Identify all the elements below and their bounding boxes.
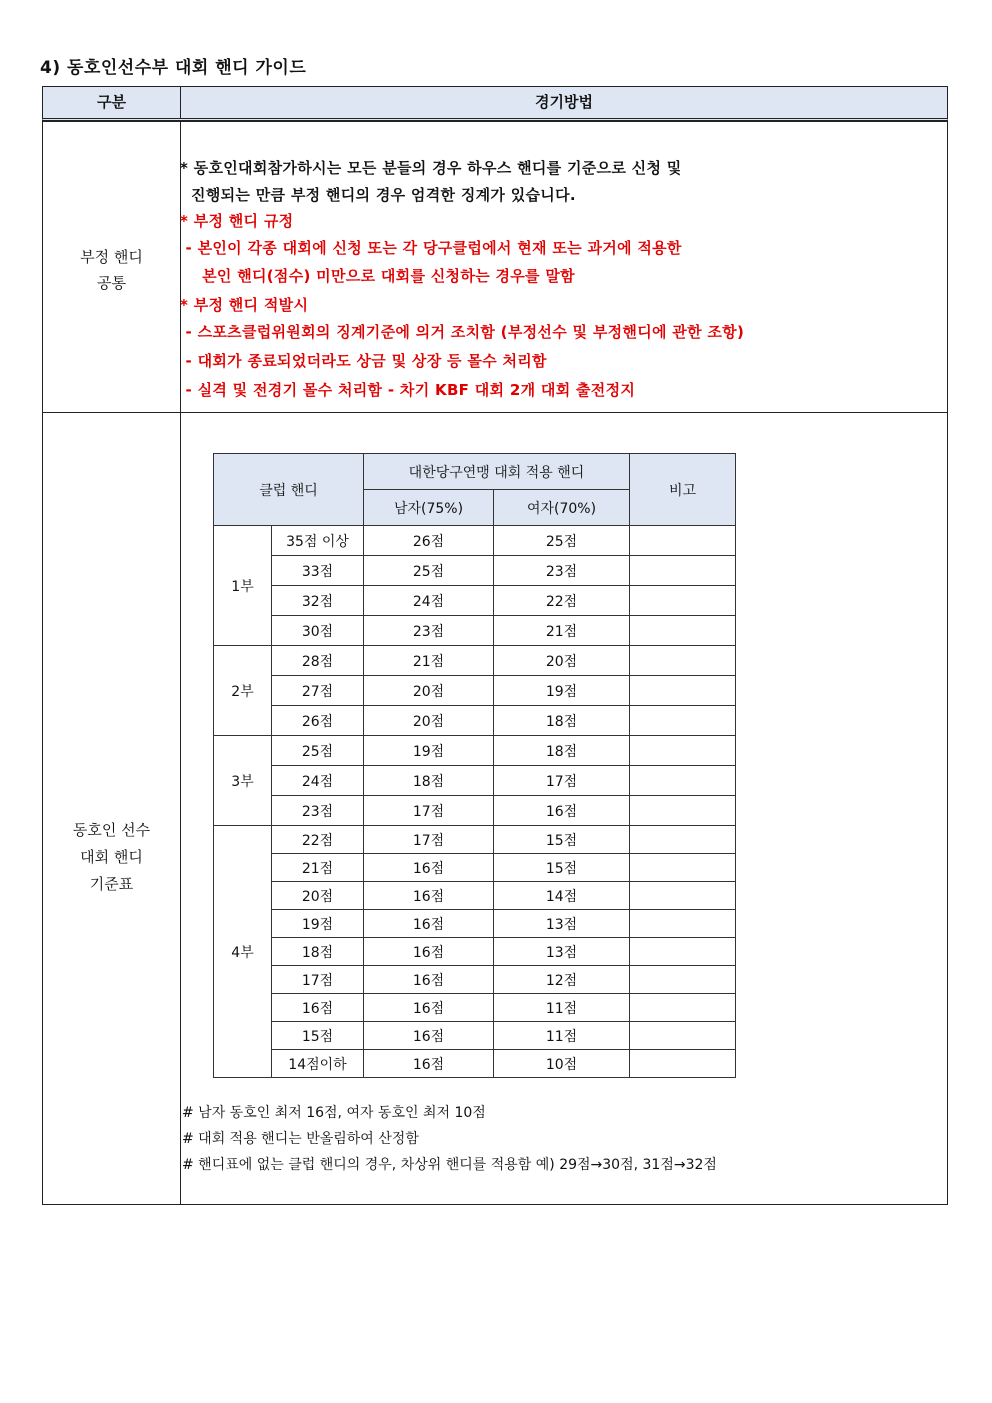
remark-cell	[630, 882, 736, 910]
table-row	[214, 646, 736, 676]
male-cell: 25점	[364, 556, 494, 586]
male-cell: 23점	[364, 616, 494, 646]
table-row	[214, 1022, 736, 1050]
rule-label-line1: 부정 핸디	[80, 248, 143, 266]
female-cell: 22점	[494, 586, 630, 616]
club-cell: 17점	[272, 966, 364, 994]
male-cell: 16점	[364, 854, 494, 882]
club-cell: 15점	[272, 1022, 364, 1050]
remark-cell	[630, 646, 736, 676]
female-cell: 21점	[494, 616, 630, 646]
note-line: # 남자 동호인 최저 16점, 여자 동호인 최저 10점	[182, 1105, 486, 1121]
remark-cell	[630, 1022, 736, 1050]
male-cell: 24점	[364, 586, 494, 616]
division-cell: 1부	[214, 526, 272, 646]
club-cell: 30점	[272, 616, 364, 646]
male-cell: 17점	[364, 826, 494, 854]
table-row	[214, 616, 736, 646]
club-cell: 33점	[272, 556, 364, 586]
table-row	[214, 938, 736, 966]
rule-line: 진행되는 만큼 부정 핸디의 경우 엄격한 징계가 있습니다.	[180, 186, 576, 204]
female-cell: 11점	[494, 1022, 630, 1050]
table-row	[214, 526, 736, 556]
guide-table-header	[42, 86, 948, 121]
male-cell: 19점	[364, 736, 494, 766]
table-row	[214, 854, 736, 882]
female-cell: 11점	[494, 994, 630, 1022]
club-cell: 22점	[272, 826, 364, 854]
remark-cell	[630, 910, 736, 938]
rule-line: - 실격 및 전경기 몰수 처리함 - 차기 KBF 대회 2개 대회 출전정지	[180, 381, 636, 399]
table-row	[214, 994, 736, 1022]
club-cell: 26점	[272, 706, 364, 736]
handi-label-line1: 동호인 선수	[72, 821, 151, 839]
female-cell: 13점	[494, 910, 630, 938]
male-cell: 16점	[364, 994, 494, 1022]
rule-line: * 부정 핸디 적발시	[180, 296, 309, 314]
remark-cell	[630, 766, 736, 796]
female-cell: 20점	[494, 646, 630, 676]
female-cell: 12점	[494, 966, 630, 994]
female-cell: 14점	[494, 882, 630, 910]
male-cell: 16점	[364, 966, 494, 994]
club-cell: 27점	[272, 676, 364, 706]
rule-label-line2: 공통	[97, 274, 126, 292]
header-category: 구분	[97, 93, 126, 111]
rule-line: - 대회가 종료되었더라도 상금 및 상장 등 몰수 처리함	[180, 352, 547, 370]
rule-line: - 본인이 각종 대회에 신청 또는 각 당구클럽에서 현재 또는 과거에 적용한	[180, 239, 682, 257]
remark-cell	[630, 736, 736, 766]
male-cell: 16점	[364, 1050, 494, 1078]
club-cell: 14점이하	[272, 1050, 364, 1078]
table-row	[214, 586, 736, 616]
section-title: 4) 동호인선수부 대회 핸디 가이드	[40, 58, 307, 78]
remark-cell	[630, 706, 736, 736]
club-cell: 16점	[272, 994, 364, 1022]
male-cell: 16점	[364, 882, 494, 910]
division-cell: 4부	[214, 826, 272, 1078]
remark-cell	[630, 938, 736, 966]
female-cell: 13점	[494, 938, 630, 966]
table-row	[214, 676, 736, 706]
female-cell: 25점	[494, 526, 630, 556]
female-cell: 17점	[494, 766, 630, 796]
male-cell: 20점	[364, 706, 494, 736]
remark-cell	[630, 994, 736, 1022]
table-row	[214, 910, 736, 938]
club-cell: 32점	[272, 586, 364, 616]
female-cell: 18점	[494, 736, 630, 766]
remark-cell	[630, 526, 736, 556]
handi-label-line2: 대회 핸디	[80, 848, 143, 866]
club-cell: 18점	[272, 938, 364, 966]
female-cell: 10점	[494, 1050, 630, 1078]
remark-cell	[630, 556, 736, 586]
club-cell: 19점	[272, 910, 364, 938]
remark-cell	[630, 854, 736, 882]
club-cell: 20점	[272, 882, 364, 910]
table-row	[214, 1050, 736, 1078]
remark-cell	[630, 1050, 736, 1078]
table-row	[214, 706, 736, 736]
rule-line: * 동호인대회참가하시는 모든 분들의 경우 하우스 핸디를 기준으로 신청 및	[180, 159, 682, 177]
club-cell: 25점	[272, 736, 364, 766]
female-cell: 15점	[494, 854, 630, 882]
male-cell: 16점	[364, 1022, 494, 1050]
table-row	[214, 966, 736, 994]
table-row	[214, 766, 736, 796]
header-method: 경기방법	[535, 93, 593, 111]
remark-cell	[630, 796, 736, 826]
federation-header: 대한당구연맹 대회 적용 핸디	[364, 454, 630, 490]
rule-line: 본인 핸디(점수) 미만으로 대회를 신청하는 경우를 말함	[180, 267, 575, 285]
club-cell: 35점 이상	[272, 526, 364, 556]
female-cell: 23점	[494, 556, 630, 586]
remark-cell	[630, 616, 736, 646]
male-cell: 20점	[364, 676, 494, 706]
table-row	[214, 882, 736, 910]
male-cell: 16점	[364, 910, 494, 938]
club-cell: 21점	[272, 854, 364, 882]
table-row	[214, 796, 736, 826]
male-cell: 18점	[364, 766, 494, 796]
handi-label-line3: 기준표	[89, 875, 134, 893]
female-cell: 18점	[494, 706, 630, 736]
female-cell: 16점	[494, 796, 630, 826]
table-row	[214, 556, 736, 586]
table-row	[214, 826, 736, 854]
handi-section-label	[43, 817, 180, 898]
male-cell: 21점	[364, 646, 494, 676]
club-cell: 28점	[272, 646, 364, 676]
remark-cell	[630, 676, 736, 706]
rule-line: - 스포츠클럽위원회의 징계기준에 의거 조치함 (부정선수 및 부정핸디에 관한 조항)	[180, 323, 745, 341]
division-cell: 3부	[214, 736, 272, 826]
club-handi-header: 클럽 핸디	[214, 454, 364, 526]
remark-cell	[630, 586, 736, 616]
male-cell: 17점	[364, 796, 494, 826]
female-cell: 15점	[494, 826, 630, 854]
remark-cell	[630, 966, 736, 994]
male-cell: 26점	[364, 526, 494, 556]
female-cell: 19점	[494, 676, 630, 706]
club-cell: 24점	[272, 766, 364, 796]
female-header: 여자(70%)	[494, 490, 630, 526]
rule-line: * 부정 핸디 규정	[180, 212, 294, 230]
rule-section-label	[43, 244, 180, 296]
male-header: 남자(75%)	[364, 490, 494, 526]
division-cell: 2부	[214, 646, 272, 736]
note-line: # 대회 적용 핸디는 반올림하여 산정함	[182, 1131, 419, 1147]
club-cell: 23점	[272, 796, 364, 826]
remark-cell	[630, 826, 736, 854]
handicap-table	[213, 453, 736, 1078]
male-cell: 16점	[364, 938, 494, 966]
table-row	[214, 736, 736, 766]
remark-header: 비고	[630, 454, 736, 526]
note-line: # 핸디표에 없는 클럽 핸디의 경우, 차상위 핸디를 적용함 예) 29점→30점, 31점→32점	[182, 1157, 717, 1173]
